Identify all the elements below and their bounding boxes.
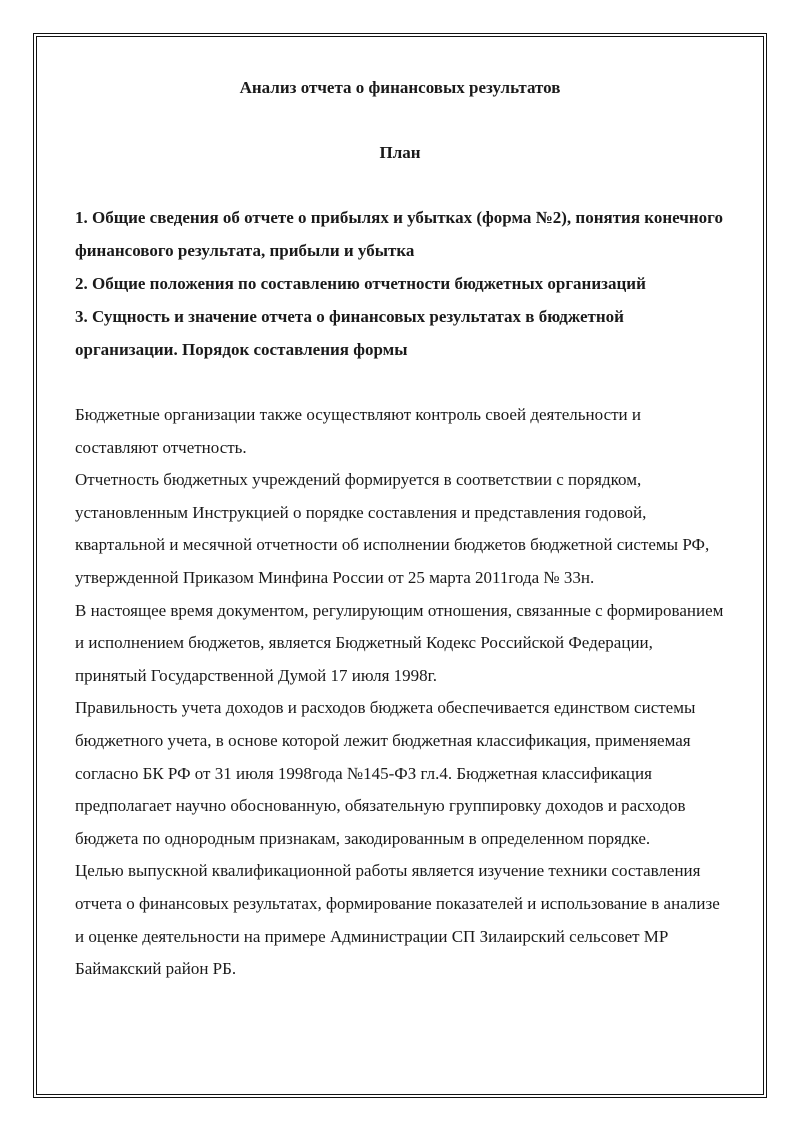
paragraph-4: Правильность учета доходов и расходов бюджета обеспечивается единством системы бюджетного учета, в основе которой лежит бюджетная классификация, применяемая согласно БК РФ от 31 июля 1998года №145-ФЗ гл.4. Бюджетная классификация предполагает научно обоснованную, обязательную группировку доходов и расходов бюджета по однородным признакам, закодированным в определенном порядке.: [75, 698, 696, 848]
plan-item-1: 1. Общие сведения об отчете о прибылях и убытках (форма №2), понятия конечного финансового результата, прибыли и убытка: [75, 208, 723, 260]
paragraph-3: В настоящее время документом, регулирующим отношения, связанные с формированием и исполнением бюджетов, является Бюджетный Кодекс Российской Федерации, принятый Государственной Думой 17 июля 1998г.: [75, 600, 724, 685]
plan-list: [75, 201, 725, 366]
paragraph-1: Бюджетные организации также осуществляют контроль своей деятельности и составляют отчетность.: [75, 405, 641, 457]
paragraph-2: Отчетность бюджетных учреждений формируется в соответствии с порядком, установленным Инструкцией о порядке составления и представления годовой, квартальной и месячной отчетности об исполнении бюджетов бюджетной системы РФ, утвержденной Приказом Минфина России от 25 марта 2011года № 33н.: [75, 470, 710, 587]
document-title: Анализ отчета о финансовых результатов: [239, 78, 561, 97]
plan-heading: План: [379, 143, 421, 162]
plan-item-3: 3. Сущность и значение отчета о финансовых результатах в бюджетной организации. Порядок составления формы: [75, 307, 624, 359]
paragraph-5: Целью выпускной квалификационной работы является изучение техники составления отчета о финансовых результатах, формирование показателей и использование в анализе и оценке деятельности на примере Администрации СП Зилаирский сельсовет МР Баймакский район РБ.: [75, 861, 720, 979]
document-body: [75, 71, 725, 986]
plan-item-2: 2. Общие положения по составлению отчетности бюджетных организаций: [75, 274, 646, 293]
body-text: [75, 399, 725, 986]
